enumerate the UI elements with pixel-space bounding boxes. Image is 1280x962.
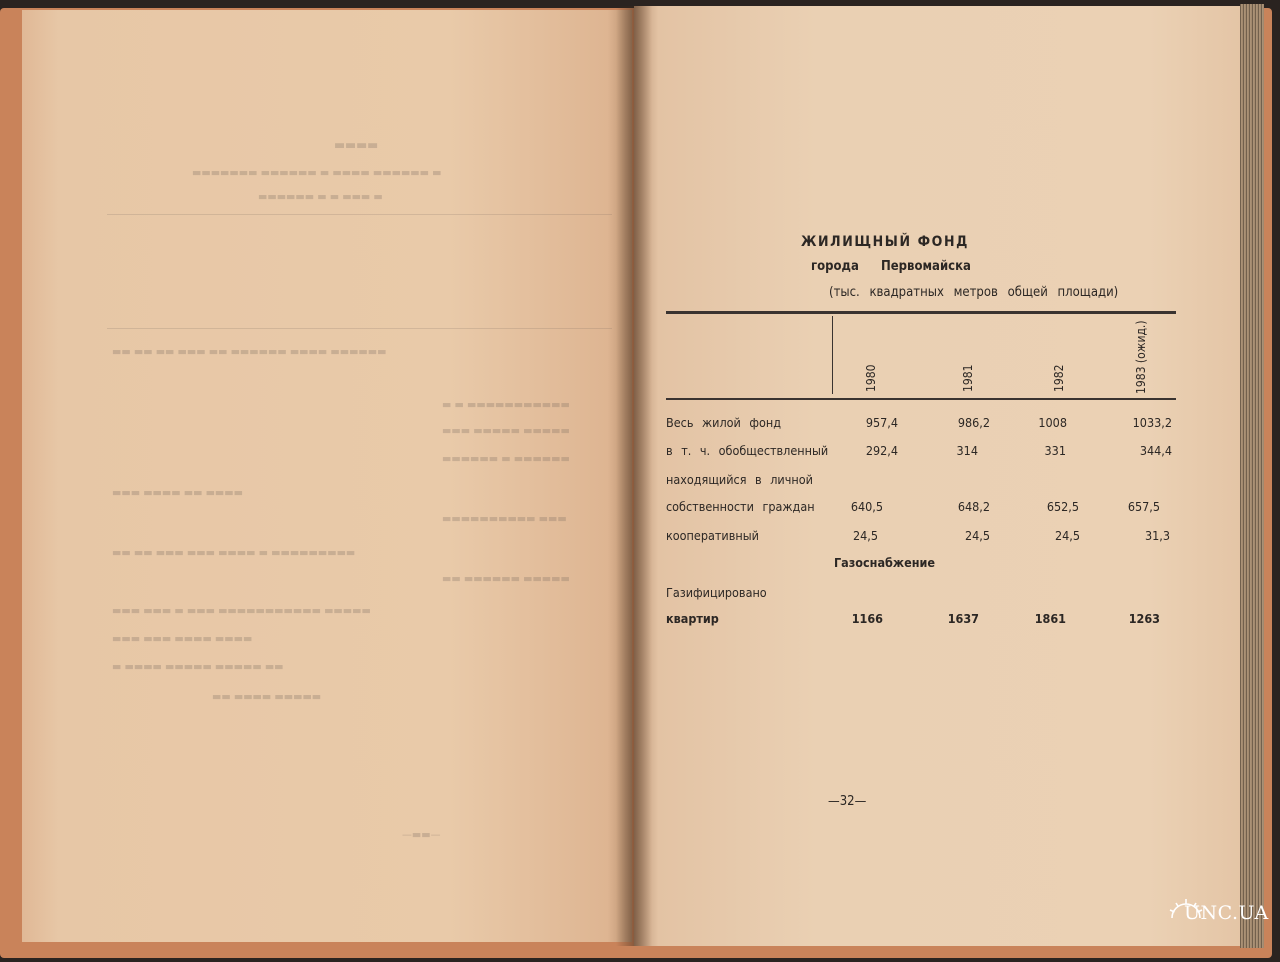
table-cell: 1033,2 bbox=[1132, 415, 1172, 430]
section-title: Газоснабжение bbox=[834, 555, 935, 570]
table-subtitle: города Первомайска bbox=[811, 259, 971, 274]
table-units: (тыс. квадратных метров общей площади) bbox=[829, 285, 1119, 300]
table-title: ЖИЛИЩНЫЙ ФОНД bbox=[801, 234, 969, 250]
table-cell: 1861 bbox=[1034, 611, 1066, 626]
year-header: 1981 bbox=[961, 364, 975, 392]
table-cell: 24,5 bbox=[964, 528, 990, 543]
table-cell: 331 bbox=[1044, 443, 1066, 458]
table-header-divider bbox=[832, 316, 833, 394]
table-cell: 657,5 bbox=[1127, 499, 1160, 514]
table-cell: 24,5 bbox=[852, 528, 878, 543]
table-cell: 24,5 bbox=[1054, 528, 1080, 543]
table-cell: 957,4 bbox=[865, 415, 898, 430]
row-label: Газифицировано bbox=[666, 585, 767, 600]
table-cell: 31,3 bbox=[1144, 528, 1170, 543]
page-number: —32— bbox=[828, 794, 867, 809]
table-header-rule bbox=[666, 398, 1176, 400]
row-label: кооперативный bbox=[666, 528, 759, 543]
spine-shadow bbox=[616, 6, 652, 946]
table-cell: 314 bbox=[956, 443, 978, 458]
row-label: в т. ч. обобществленный bbox=[666, 443, 829, 458]
table-cell: 1637 bbox=[947, 611, 979, 626]
table-cell: 986,2 bbox=[957, 415, 990, 430]
row-label: Весь жилой фонд bbox=[666, 415, 782, 430]
page-stack-edge bbox=[1240, 4, 1264, 948]
table-cell: 1166 bbox=[851, 611, 883, 626]
table-cell: 1008 bbox=[1038, 415, 1067, 430]
table-cell: 648,2 bbox=[957, 499, 990, 514]
row-label: находящийся в личной bbox=[666, 472, 813, 487]
year-header: 1982 bbox=[1052, 364, 1066, 392]
table-cell: 652,5 bbox=[1046, 499, 1079, 514]
row-label: собственности граждан bbox=[666, 499, 815, 514]
table-cell: 344,4 bbox=[1139, 443, 1172, 458]
table-cell: 640,5 bbox=[850, 499, 883, 514]
row-label: квартир bbox=[666, 611, 719, 626]
year-header: 1980 bbox=[864, 364, 878, 392]
year-header: 1983 (ожид.) bbox=[1134, 320, 1148, 394]
watermark-text: UNC.UA bbox=[1184, 902, 1269, 924]
table-cell: 1263 bbox=[1128, 611, 1160, 626]
left-page: ▬▬▬▬ ▬▬▬▬▬▬▬ ▬▬▬▬▬▬ ▬ ▬▬▬▬ ▬▬▬▬▬▬ ▬ ▬▬▬▬▬▬ ▬ ▬ ▬▬▬ ▬ ▬▬ ▬▬ ▬▬ ▬▬▬ ▬▬ ▬▬▬▬▬▬ ▬▬▬▬ ▬▬▬▬▬▬ ▬ ▬ ▬▬▬▬▬▬▬▬▬▬▬ ▬▬▬ ▬▬▬▬▬ ▬▬▬▬▬ ▬▬▬▬▬▬ ▬ ▬▬▬▬▬▬ ▬▬▬ ▬▬▬▬ ▬▬ ▬▬▬▬ ▬▬▬▬▬▬▬▬▬▬ ▬▬▬ ▬▬ ▬▬ ▬▬▬ ▬▬▬ ▬▬▬▬ ▬ ▬▬▬▬▬▬▬▬▬ ▬▬ ▬▬▬▬▬▬ ▬▬▬▬▬ ▬▬▬ ▬▬▬ ▬ ▬▬▬ ▬▬▬▬▬▬▬▬▬▬▬ ▬▬▬▬▬ ▬▬▬ ▬▬▬ ▬▬▬▬ ▬▬▬▬ ▬ ▬▬▬▬ ▬▬▬▬▬ ▬▬▬▬▬ ▬▬ ▬▬ ▬▬▬▬ ▬▬▬▬▬ —▬▬— bbox=[22, 10, 632, 942]
table-cell: 292,4 bbox=[865, 443, 898, 458]
table-top-rule bbox=[666, 311, 1176, 314]
